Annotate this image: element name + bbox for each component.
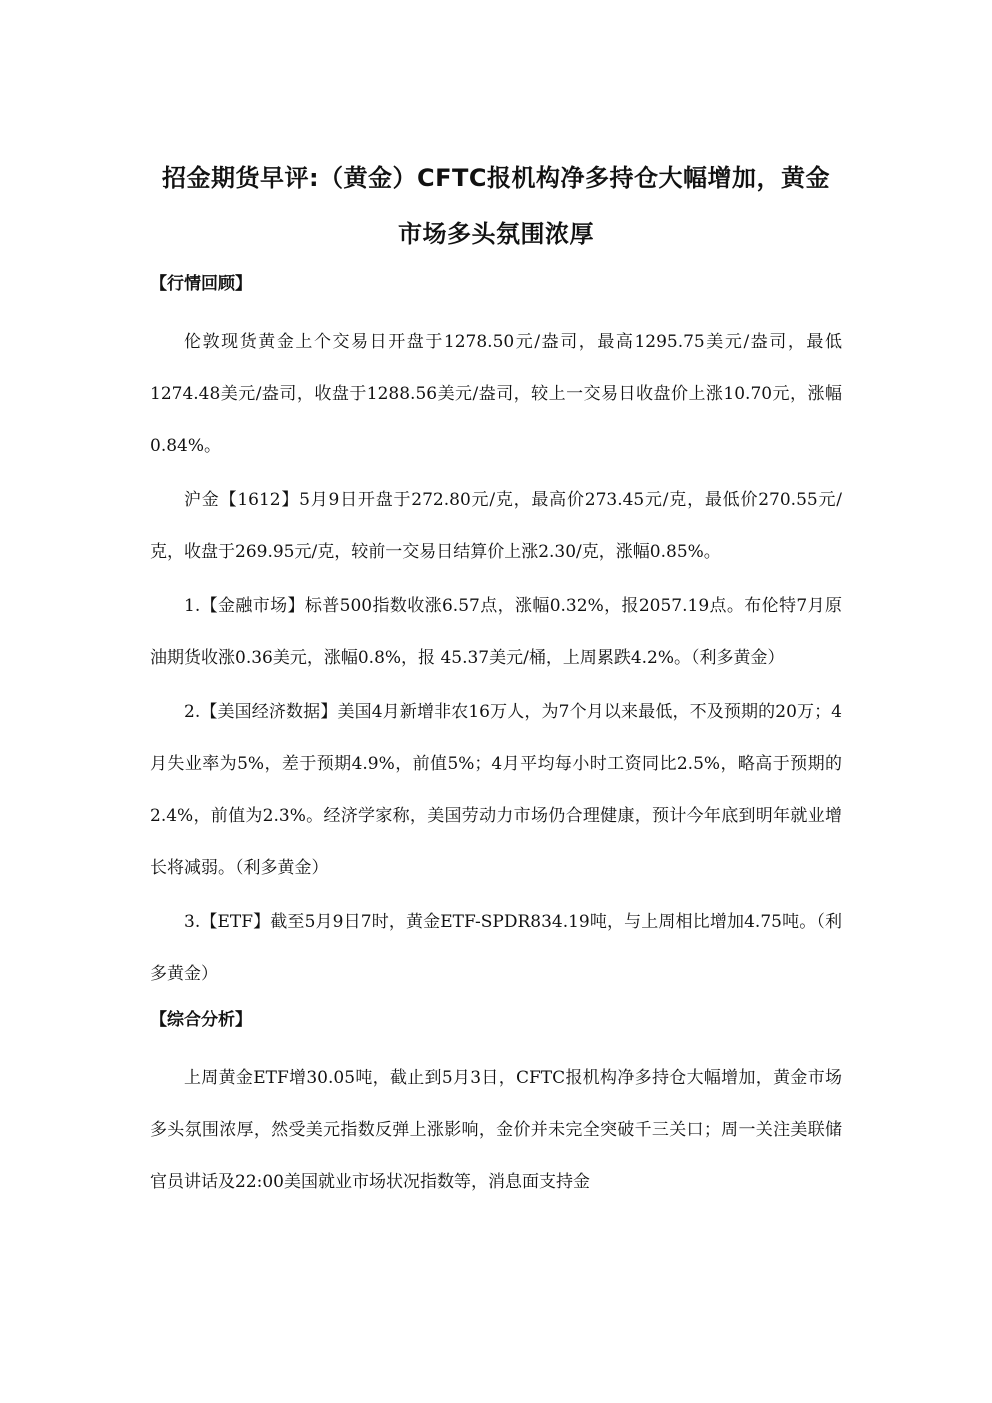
paragraph-financial-market: 1.【金融市场】标普500指数收涨6.57点，涨幅0.32%，报2057.19点。布伦特7月原油期货收涨0.36美元，涨幅0.8%，报 45.37美元/桶，上周累跌4.2%。（利多黄金） — [150, 596, 842, 668]
section-market-review — [150, 266, 842, 1000]
document-page — [150, 150, 842, 1212]
document-title: 招金期货早评:（黄金）CFTC报机构净多持仓大幅增加，黄金市场多头氛围浓厚 — [161, 164, 831, 248]
paragraph-london-gold: 伦敦现货黄金上个交易日开盘于1278.50元/盎司，最高1295.75美元/盎司，最低1274.48美元/盎司，收盘于1288.56美元/盎司，较上一交易日收盘价上涨10.70元，涨幅0.84%。 — [150, 332, 842, 456]
section-heading-analysis: 【综合分析】 — [150, 1010, 252, 1030]
section-analysis — [150, 1002, 842, 1208]
section-heading-market-review: 【行情回顾】 — [150, 274, 252, 294]
paragraph-analysis: 上周黄金ETF增30.05吨，截止到5月3日，CFTC报机构净多持仓大幅增加，黄金市场多头氛围浓厚，然受美元指数反弹上涨影响，金价并未完全突破千三关口；周一关注美联储官员讲话及22:00美国就业市场状况指数等，消息面支持金 — [150, 1068, 842, 1192]
paragraph-etf: 3.【ETF】截至5月9日7时，黄金ETF-SPDR834.19吨，与上周相比增加4.75吨。（利多黄金） — [150, 912, 842, 984]
paragraph-us-economic-data: 2.【美国经济数据】美国4月新增非农16万人，为7个月以来最低，不及预期的20万；4月失业率为5%，差于预期4.9%，前值5%；4月平均每小时工资同比2.5%，略高于预期的2.4%，前值为2.3%。经济学家称，美国劳动力市场仍合理健康，预计今年底到明年就业增长将减弱。（利多黄金） — [150, 702, 842, 878]
paragraph-shanghai-gold: 沪金【1612】5月9日开盘于272.80元/克，最高价273.45元/克，最低价270.55元/克，收盘于269.95元/克，较前一交易日结算价上涨2.30/克，涨幅0.85%。 — [150, 490, 842, 562]
